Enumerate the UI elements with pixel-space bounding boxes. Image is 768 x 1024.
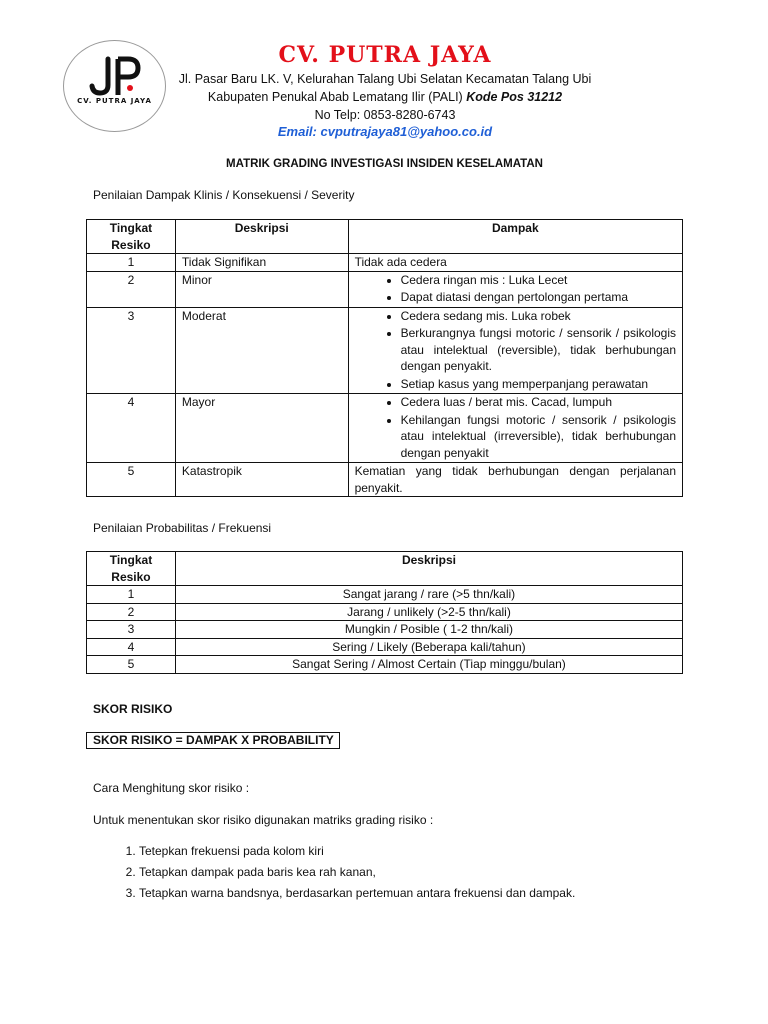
how-to-text: Cara Menghitung skor risiko :	[93, 781, 250, 795]
impact-cell: Tidak ada cedera	[348, 254, 682, 272]
impact-cell	[348, 271, 682, 307]
description-cell: Moderat	[175, 307, 348, 394]
header-tingkat-resiko: Tingkat Resiko	[87, 552, 176, 586]
description-cell: Katastropik	[175, 463, 348, 497]
table-row	[87, 463, 683, 497]
table-row	[87, 394, 683, 463]
impact-bullet: • Berkurangnya fungsi motoric / sensorik / psikologis atau intelektual (reversible), tidak berhubungan dengan penyakit.	[401, 325, 676, 375]
level-cell: 2	[87, 603, 176, 621]
table-row	[87, 603, 683, 621]
table-header-row	[87, 220, 683, 254]
level-cell: 3	[87, 621, 176, 639]
impact-bullet: • Cedera ringan mis : Luka Lecet	[401, 272, 676, 289]
list-item: 3. Tetapkan warna bandsnya, berdasarkan pertemuan antara frekuensi dan dampak.	[139, 883, 575, 904]
impact-cell	[348, 307, 682, 394]
table-row	[87, 638, 683, 656]
header-tingkat-resiko: Tingkat Resiko	[87, 220, 176, 254]
description-cell: Sangat Sering / Almost Certain (Tiap minggu/bulan)	[175, 656, 682, 674]
severity-section-label: Penilaian Dampak Klinis / Konsekuensi / Severity	[93, 188, 355, 202]
header-dampak: Dampak	[348, 220, 682, 254]
address-region: Kabupaten Penukal Abab Lematang Ilir (PALI)	[207, 90, 463, 104]
list-item: 2. Tetapkan dampak pada baris kea rah kanan,	[139, 862, 575, 883]
level-cell: 1	[87, 254, 176, 272]
probability-table	[86, 551, 683, 674]
description-cell: Mayor	[175, 394, 348, 463]
table-row	[87, 254, 683, 272]
company-name: CV. PUTRA JAYA	[278, 42, 492, 68]
risk-score-formula: SKOR RISIKO = DAMPAK X PROBABILITY	[86, 732, 340, 749]
description-cell: Mungkin / Posible ( 1-2 thn/kali)	[175, 621, 682, 639]
document-title: MATRIK GRADING INVESTIGASI INSIDEN KESELAMATAN	[226, 158, 543, 170]
table-header-row	[87, 552, 683, 586]
table-row	[87, 586, 683, 604]
severity-table	[86, 219, 683, 497]
table-row	[87, 307, 683, 394]
description-cell: Jarang / unlikely (>2-5 thn/kali)	[175, 603, 682, 621]
probability-section-label: Penilaian Probabilitas / Frekuensi	[93, 521, 272, 535]
impact-bullet: • Cedera luas / berat mis. Cacad, lumpuh	[401, 394, 676, 411]
level-cell: 3	[87, 307, 176, 394]
level-cell: 2	[87, 271, 176, 307]
intro-text: Untuk menentukan skor risiko digunakan matriks grading risiko :	[93, 813, 434, 827]
description-cell: Sering / Likely (Beberapa kali/tahun)	[175, 638, 682, 656]
table-row	[87, 621, 683, 639]
address-line-1: Jl. Pasar Baru LK. V, Kelurahan Talang Ubi Selatan Kecamatan Talang Ubi	[178, 72, 592, 86]
impact-bullet: • Setiap kasus yang memperpanjang perawatan	[401, 376, 676, 393]
impact-bullet: • Dapat diatasi dengan pertolongan pertama	[401, 289, 676, 306]
level-cell: 4	[87, 638, 176, 656]
table-row	[87, 271, 683, 307]
address-line-2	[150, 90, 620, 104]
level-cell: 1	[87, 586, 176, 604]
description-cell: Minor	[175, 271, 348, 307]
postal-code: Kode Pos 31212	[466, 90, 563, 104]
header-deskripsi: Deskripsi	[175, 552, 682, 586]
description-cell: Sangat jarang / rare (>5 thn/kali)	[175, 586, 682, 604]
risk-score-heading: SKOR RISIKO	[93, 702, 173, 716]
header-deskripsi: Deskripsi	[175, 220, 348, 254]
phone-number: No Telp: 0853-8280-6743	[314, 108, 456, 122]
email-address: Email: cvputrajaya81@yahoo.co.id	[277, 124, 493, 139]
description-cell: Tidak Signifikan	[175, 254, 348, 272]
logo-text: CV. PUTRA JAYA	[77, 97, 152, 105]
impact-bullet: • Cedera sedang mis. Luka robek	[401, 308, 676, 325]
impact-cell: Kematian yang tidak berhubungan dengan perjalanan penyakit.	[348, 463, 682, 497]
level-cell: 4	[87, 394, 176, 463]
level-cell: 5	[87, 463, 176, 497]
impact-bullet: • Kehilangan fungsi motoric / sensorik / psikologis atau intelektual (irreversible), tidak berhubungan dengan penyakit	[401, 412, 676, 462]
list-item: 1. Tetepkan frekuensi pada kolom kiri	[139, 841, 575, 862]
table-row	[87, 656, 683, 674]
steps-list	[93, 841, 575, 904]
level-cell: 5	[87, 656, 176, 674]
impact-cell	[348, 394, 682, 463]
jp-logo-icon	[88, 55, 144, 97]
